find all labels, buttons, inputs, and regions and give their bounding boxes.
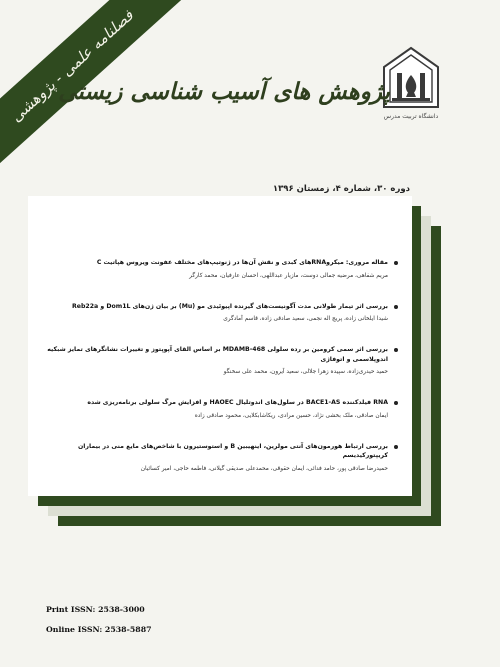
bullet-icon [394,401,398,405]
article-authors: ایمان صادقی، ملک بخشی نژاد، حسین مرادی، ریکاشابکلایی، محمود صادقی زاده [194,412,388,419]
article-title: بررسی اثر تیمار طولانی مدت آگونیست‌های گیرنده اپیوئیدی مو (Mu) بر بیان ژن‌های Dom1L و Reb22a [72,302,388,310]
article-authors: شیدا ایلخانی زاده، پریچ اله نجمی، سعید صادقی زاده، قاسم آمادگری [223,316,388,322]
issue-info: دوره ۳۰، شماره ۴، زمستان ۱۳۹۶ [272,184,410,194]
print-issn: Print ISSN: 2538-3000 [46,605,145,614]
article-title: RNA فیلدکننده BACE1-AS در سلول‌های اندوتلیال HAOEC و افزایش مرگ سلولی برنامه‌ریزی شده [87,399,388,406]
article-entry[interactable] [36,258,398,281]
university-name: دانشگاه تربیت مدرس [383,113,439,120]
article-title: بررسی ارتباط هورمون‌های آنتی مولرین، اینهیبین B و استوستیرون با شاخص‌های مایع منی در بیماران کریپتورکیدیسم [78,442,388,459]
article-authors: حمیدرضا صادقی پور، حامد فدائی، ایمان حقوقی، محمدعلی صدیقی گیلانی، فاطمه حاجی، امیر کسائیان [140,465,388,472]
bullet-icon [394,445,398,449]
article-authors: مریم شفاهی، مرضیه جمالی دوست، مازیار عبداللهی، احسان عارفیان، محمد کارگر [189,272,388,279]
article-entry[interactable] [36,302,398,325]
article-entry[interactable] [36,398,398,421]
table-of-contents [28,196,412,496]
online-issn: Online ISSN: 2538-5887 [46,625,152,634]
article-title: بررسی اثر سمی کرومین بر رده سلولی MDAMB-468 بر اساس القای آپوپتوز و تغییرات نشانگرهای تمایز شبکیه اندوپلاسمی و اتوفاژی [47,346,388,363]
article-entry[interactable] [36,345,398,377]
bullet-icon [394,305,398,309]
article-authors: حمید حیدری‌زاده، سپیده زهرا جلالی، سعید آیرون، محمد علی سخنگو [223,369,388,375]
bullet-icon [394,348,398,352]
journal-title: پژوهش های آسیب شناسی زیستی [58,78,390,105]
banner-text: فصلنامه علمی - پژوهشی [7,6,137,126]
article-title: مقاله مروری: میکروRNAهای کبدی و نقش آن‌ها در ژنوتیپ‌های مختلف عفونت ویروس هپاتیت C [96,259,388,266]
bullet-icon [394,261,398,265]
article-entry[interactable] [36,442,398,474]
